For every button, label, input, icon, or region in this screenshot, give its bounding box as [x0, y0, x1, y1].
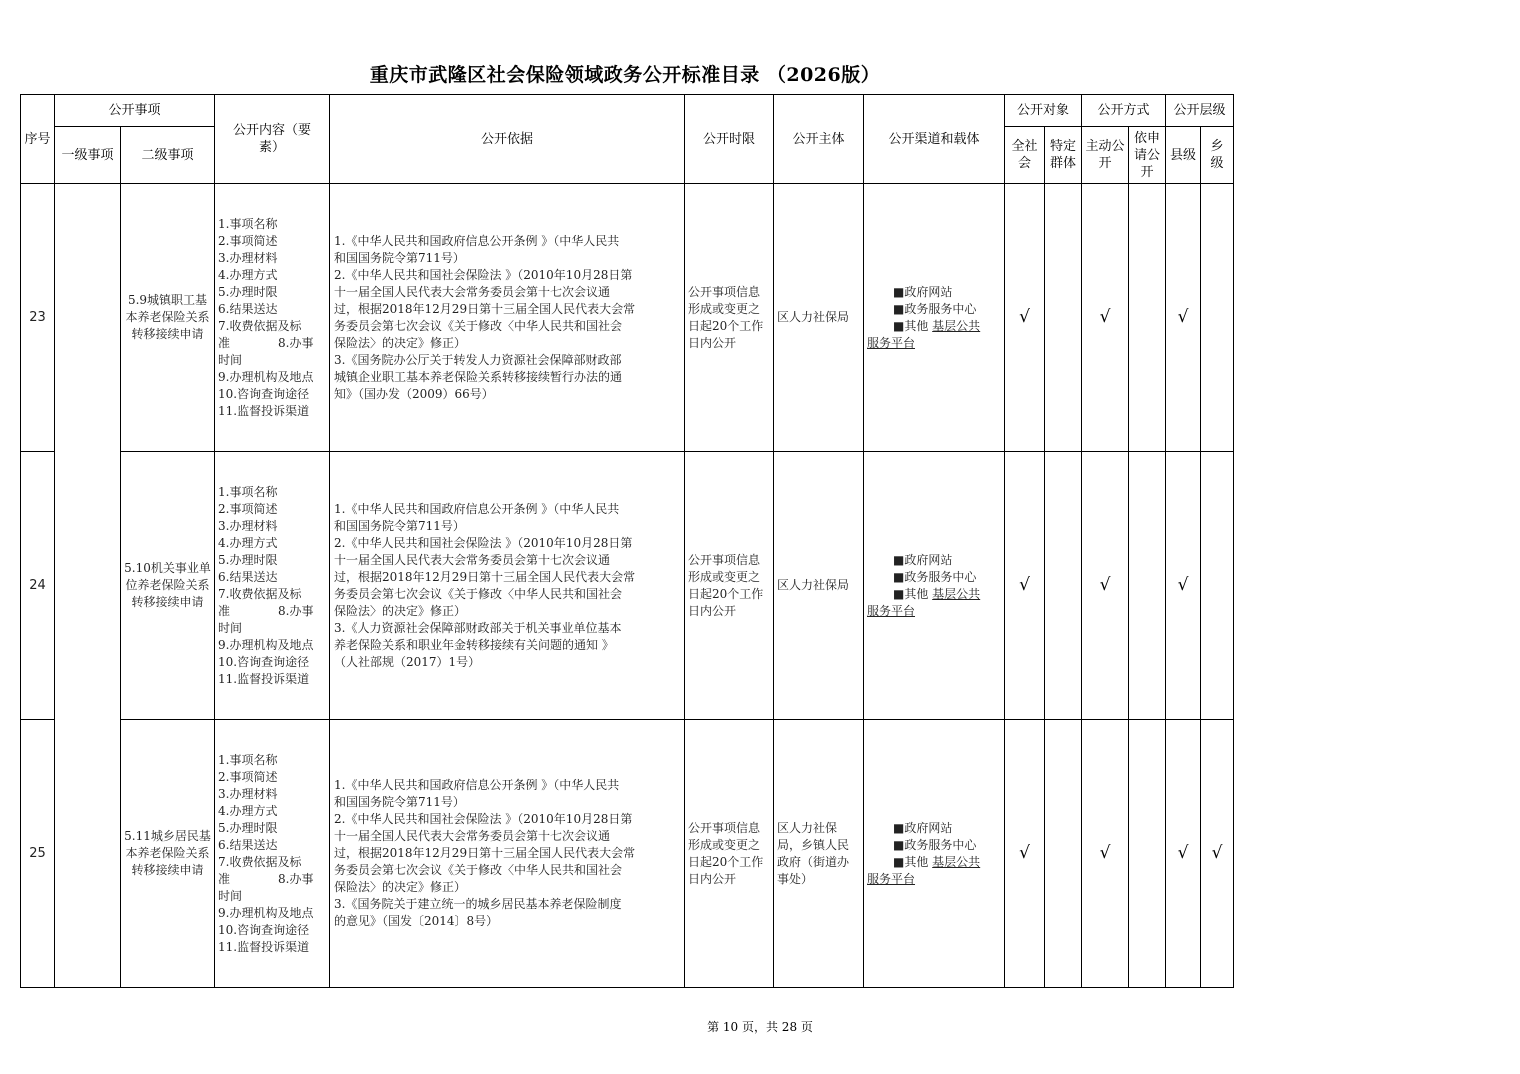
check-county: √ [1166, 720, 1201, 988]
header-level-county: 县级 [1166, 127, 1201, 184]
header-channel: 公开渠道和载体 [864, 95, 1005, 184]
header-basis: 公开依据 [330, 95, 685, 184]
row-seq: 25 [21, 720, 55, 988]
subject-text: 区人力社保局 [774, 184, 864, 452]
time-limit: 公开事项信息形成或变更之日起20个工作日内公开 [685, 184, 774, 452]
level2-item: 5.11城乡居民基本养老保险关系转移接续申请 [121, 720, 215, 988]
check-county: √ [1166, 452, 1201, 720]
check-specific [1045, 184, 1082, 452]
header-target-specific: 特定群体 [1045, 127, 1082, 184]
check-request [1129, 452, 1166, 720]
level2-item: 5.9城镇职工基本养老保险关系转移接续申请 [121, 184, 215, 452]
header-seq: 序号 [21, 95, 55, 184]
header-level2: 二级事项 [121, 127, 215, 184]
check-town: √ [1201, 720, 1234, 988]
header-target-all: 全社会 [1005, 127, 1045, 184]
check-request [1129, 184, 1166, 452]
check-specific [1045, 720, 1082, 988]
check-active: √ [1082, 184, 1129, 452]
header-subject: 公开主体 [774, 95, 864, 184]
table-row [21, 184, 1234, 452]
basis-text: 1.《中华人民共和国政府信息公开条例 》（中华人民共 和国国务院令第711号） 2.《中华人民共和国社会保险法 》（2010年10月28日第 十一届全国人民代表大会常务委员会第十七次会议通 过，根据2018年12月29日第十三届全国人民代表大会常 务委员会第七次会议《关于修改〈中华人民共和国社会 保险法〉的决定》修正） 3.《国务院关于建立统一的城乡居民基本养老保险制度 的意见》（国发〔2014〕8号） [330, 720, 685, 988]
header-mode-active: 主动公开 [1082, 127, 1129, 184]
channel-list: ■政府网站 ■政务服务中心 ■其他 基层公共 服务平台 [864, 452, 1005, 720]
catalog-table [20, 94, 1234, 988]
check-active: √ [1082, 720, 1129, 988]
row-seq: 23 [21, 184, 55, 452]
time-limit: 公开事项信息形成或变更之日起20个工作日内公开 [685, 720, 774, 988]
subject-text: 区人力社保局 [774, 452, 864, 720]
header-mode: 公开方式 [1082, 95, 1166, 127]
page-title: 重庆市武隆区社会保险领域政务公开标准目录 （2026版） [369, 64, 881, 86]
header-target: 公开对象 [1005, 95, 1082, 127]
subject-text: 区人力社保局，乡镇人民政府（街道办事处） [774, 720, 864, 988]
check-specific [1045, 452, 1082, 720]
row-seq: 24 [21, 452, 55, 720]
channel-list: ■政府网站 ■政务服务中心 ■其他 基层公共 服务平台 [864, 720, 1005, 988]
check-town [1201, 184, 1234, 452]
content-list: 1.事项名称 2.事项简述 3.办理材料 4.办理方式 5.办理时限 6.结果送达 7.收费依据及标 准 8.办事 时间 9.办理机构及地点 10.咨询查询途径 11.监督投诉渠道 [215, 452, 330, 720]
header-mode-request: 依申请公开 [1129, 127, 1166, 184]
table-row [21, 720, 1234, 988]
level2-item: 5.10机关事业单位养老保险关系转移接续申请 [121, 452, 215, 720]
header-content: 公开内容（要素） [215, 95, 330, 184]
content-list: 1.事项名称 2.事项简述 3.办理材料 4.办理方式 5.办理时限 6.结果送达 7.收费依据及标 准 8.办事 时间 9.办理机构及地点 10.咨询查询途径 11.监督投诉渠道 [215, 720, 330, 988]
header-level1: 一级事项 [55, 127, 121, 184]
check-all: √ [1005, 452, 1045, 720]
check-all: √ [1005, 184, 1045, 452]
check-active: √ [1082, 452, 1129, 720]
content-list: 1.事项名称 2.事项简述 3.办理材料 4.办理方式 5.办理时限 6.结果送达 7.收费依据及标 准 8.办事 时间 9.办理机构及地点 10.咨询查询途径 11.监督投诉渠道 [215, 184, 330, 452]
header-level-town: 乡级 [1201, 127, 1234, 184]
level1-cell [55, 184, 121, 988]
check-town [1201, 452, 1234, 720]
check-all: √ [1005, 720, 1045, 988]
table-row [21, 452, 1234, 720]
header-matter: 公开事项 [55, 95, 215, 127]
header-time: 公开时限 [685, 95, 774, 184]
check-request [1129, 720, 1166, 988]
header-level: 公开层级 [1166, 95, 1234, 127]
check-county: √ [1166, 184, 1201, 452]
basis-text: 1.《中华人民共和国政府信息公开条例 》（中华人民共 和国国务院令第711号） 2.《中华人民共和国社会保险法 》（2010年10月28日第 十一届全国人民代表大会常务委员会第十七次会议通 过，根据2018年12月29日第十三届全国人民代表大会常 务委员会第七次会议《关于修改〈中华人民共和国社会 保险法〉的决定》修正） 3.《人力资源社会保障部财政部关于机关事业单位基本 养老保险关系和职业年金转移接续有关问题的通知 》 （人社部规（2017）1号） [330, 452, 685, 720]
basis-text: 1.《中华人民共和国政府信息公开条例 》（中华人民共 和国国务院令第711号） 2.《中华人民共和国社会保险法 》（2010年10月28日第 十一届全国人民代表大会常务委员会第十七次会议通 过，根据2018年12月29日第十三届全国人民代表大会常 务委员会第七次会议《关于修改〈中华人民共和国社会 保险法〉的决定》修正） 3.《国务院办公厅关于转发人力资源社会保障部财政部 城镇企业职工基本养老保险关系转移接续暂行办法的通 知》（国办发（2009）66号） [330, 184, 685, 452]
channel-list: ■政府网站 ■政务服务中心 ■其他 基层公共 服务平台 [864, 184, 1005, 452]
time-limit: 公开事项信息形成或变更之日起20个工作日内公开 [685, 452, 774, 720]
page-footer: 第 10 页，共 28 页 [707, 1020, 813, 1034]
